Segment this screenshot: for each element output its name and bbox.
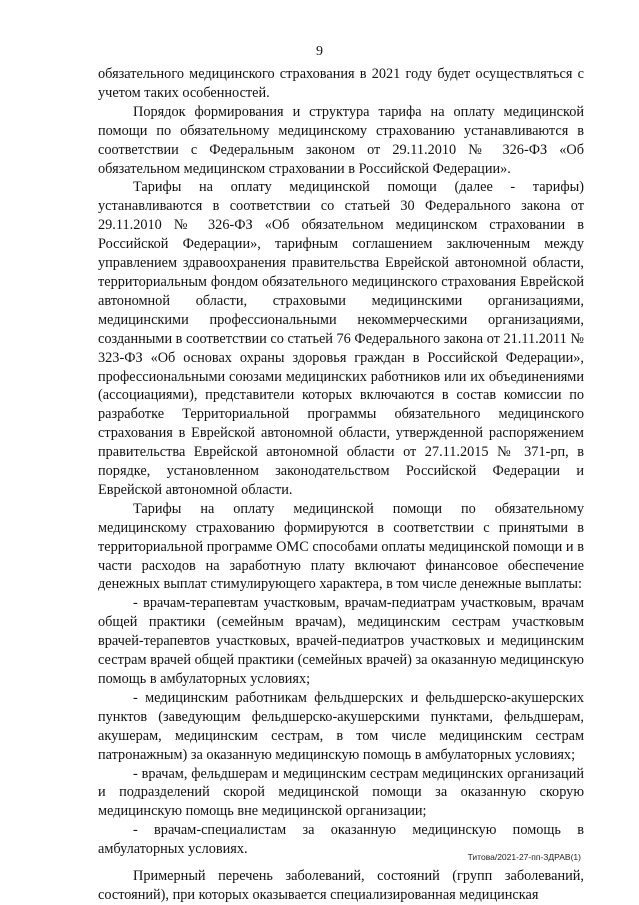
paragraph-continuation: обязательного медицинского страхования в 2021 году будет осуществляться с учетом таких особенностей. <box>98 66 584 101</box>
list-item-feldsher-points: - медицинским работникам фельдшерских и фельдшерско-акушерских пунктов (заведующим фельдшерско-акушерскими пунктами, фельдшерам, акушерам, медицинским сестрам, в том числе медицинским сестрам патронажным) за оказанную медицинскую помощь в амбулаторных условиях; <box>98 689 584 763</box>
paragraph-disease-list: Примерный перечень заболеваний, состояний (групп заболеваний, состояний), при которых оказывается специализированная медицинская <box>98 868 584 903</box>
document-footer-code: Титова/2021-27-пп-ЗДРАВ(1) <box>467 852 581 862</box>
list-item-district-doctors: - врачам-терапевтам участковым, врачам-педиатрам участковым, врачам общей практики (семейным врачам), медицинским сестрам участковым врачей-терапевтов участковых, врачей-педиатров участковых и медицинским сестрам врачей общей практики (семейных врачей) за оказанную медицинскую помощь в амбулаторных условиях; <box>98 595 584 687</box>
page-number: 9 <box>316 44 323 59</box>
paragraph-tariffs-formed: Тарифы на оплату медицинской помощи по обязательному медицинскому страхованию формируются в соответствии с принятыми в территориальной программе ОМС способами оплаты медицинской помощи и в части расходов на заработную плату включают финансовое обеспечение денежных выплат стимулирующего характера, в том числе денежные выплаты: <box>98 500 584 593</box>
paragraph-tariffs-established: Тарифы на оплату медицинской помощи (далее - тарифы) устанавливаются в соответствии со статьей 30 Федерального закона от 29.11.2010 № 326-ФЗ «Об обязательном медицинском страховании в Российской Федерации», тарифным соглашением заключенным между управлением здравоохранения правительства Еврейской автономной области, территориальным фондом обязательного медицинского страхования Еврейской автономной области, страховыми медицинскими организациями, медицинскими профессиональными некоммерческими организациями, созданными в соответствии со статьей 76 Федерального закона от 21.11.2011 № 323-ФЗ «Об основах охраны здоровья граждан в Российской Федерации», профессиональными союзами медицинских работников или их объединениями (ассоциациями), представители которых включаются в состав комиссии по разработке Территориальной программы обязательного медицинского страхования в Еврейской автономной области, утвержденной распоряжением правительства Еврейской автономной области от 27.11.2015 № 371-рп, в порядке, установленном законодательством Российской Федерации и Еврейской автономной области. <box>98 179 584 498</box>
paragraph-tariff-structure: Порядок формирования и структура тарифа на оплату медицинской помощи по обязательному медицинскому страхованию устанавливаются в соответствии с Федеральным законом от 29.11.2010 № 326-ФЗ «Об обязательном медицинском страховании в Российской Федерации». <box>98 103 584 177</box>
list-item-specialists: - врачам-специалистам за оказанную медицинскую помощь в амбулаторных условиях. <box>98 822 584 858</box>
list-item-emergency-care: - врачам, фельдшерам и медицинским сестрам медицинских организаций и подразделений скорой медицинской помощи за оказанную скорую медицинскую помощь вне медицинской организации; <box>98 765 584 820</box>
document-body <box>98 65 584 905</box>
